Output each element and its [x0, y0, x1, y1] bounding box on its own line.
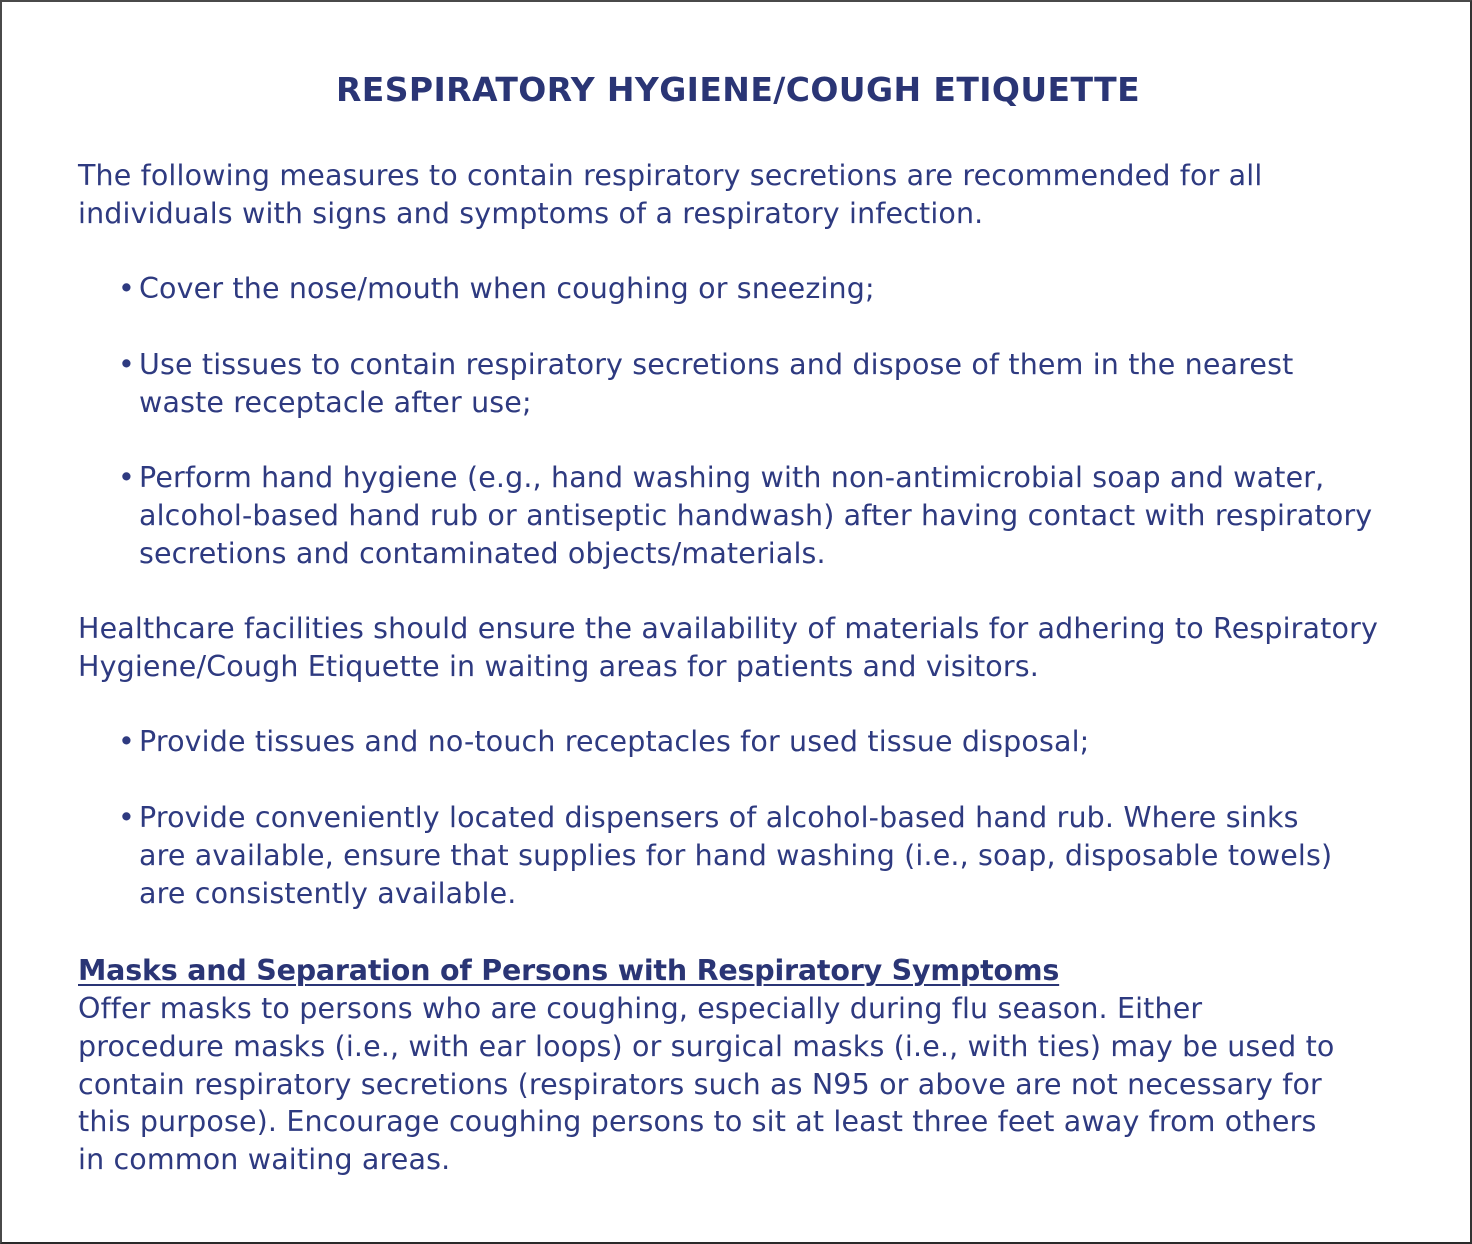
- document-title: RESPIRATORY HYGIENE/COUGH ETIQUETTE: [335, 70, 1141, 109]
- intro-paragraph: [78, 157, 1262, 233]
- section-heading: Masks and Separation of Persons with Respiratory Symptoms: [78, 954, 1060, 987]
- masks-line: contain respiratory secretions (respirators such as N95 or above are not necessary for: [78, 1067, 1322, 1101]
- list-item-line: Use tissues to contain respiratory secretions and dispose of them in the nearest: [139, 348, 1294, 381]
- bullet-icon: •: [118, 801, 135, 834]
- list-item-line: Cover the nose/mouth when coughing or sneezing;: [139, 272, 875, 305]
- list-item-line: are available, ensure that supplies for hand washing (i.e., soap, disposable towels): [139, 838, 1333, 872]
- list-item-line: Provide tissues and no-touch receptacles for used tissue disposal;: [139, 725, 1090, 758]
- bullet-icon: •: [118, 725, 135, 758]
- list-item-line: alcohol-based hand rub or antiseptic handwash) after having contact with respiratory: [139, 498, 1373, 532]
- bullet-icon: •: [118, 272, 135, 305]
- list-item-line: Perform hand hygiene (e.g., hand washing with non-antimicrobial soap and water,: [139, 461, 1325, 494]
- masks-paragraph: [78, 990, 1335, 1179]
- list-item-line: waste receptacle after use;: [139, 385, 532, 419]
- intro-line: individuals with signs and symptoms of a respiratory infection.: [78, 196, 984, 230]
- list-item-line: are consistently available.: [139, 876, 517, 910]
- list-item-line: secretions and contaminated objects/materials.: [139, 536, 826, 570]
- masks-line: this purpose). Encourage coughing persons to sit at least three feet away from others: [78, 1105, 1317, 1139]
- facilities-line: Hygiene/Cough Etiquette in waiting areas for patients and visitors.: [78, 649, 1039, 683]
- masks-line: procedure masks (i.e., with ear loops) or surgical masks (i.e., with ties) may be used to: [78, 1029, 1335, 1063]
- facilities-paragraph: [78, 610, 1378, 686]
- list-item-line: Provide conveniently located dispensers of alcohol-based hand rub. Where sinks: [139, 801, 1299, 834]
- masks-line: in common waiting areas.: [78, 1143, 451, 1177]
- bullet-icon: •: [118, 348, 135, 381]
- bullet-icon: •: [118, 461, 135, 494]
- masks-line: Offer masks to persons who are coughing, especially during flu season. Either: [78, 992, 1203, 1025]
- intro-line: The following measures to contain respiratory secretions are recommended for all: [78, 159, 1263, 192]
- facilities-line: Healthcare facilities should ensure the availability of materials for adhering to Respiratory: [78, 612, 1378, 645]
